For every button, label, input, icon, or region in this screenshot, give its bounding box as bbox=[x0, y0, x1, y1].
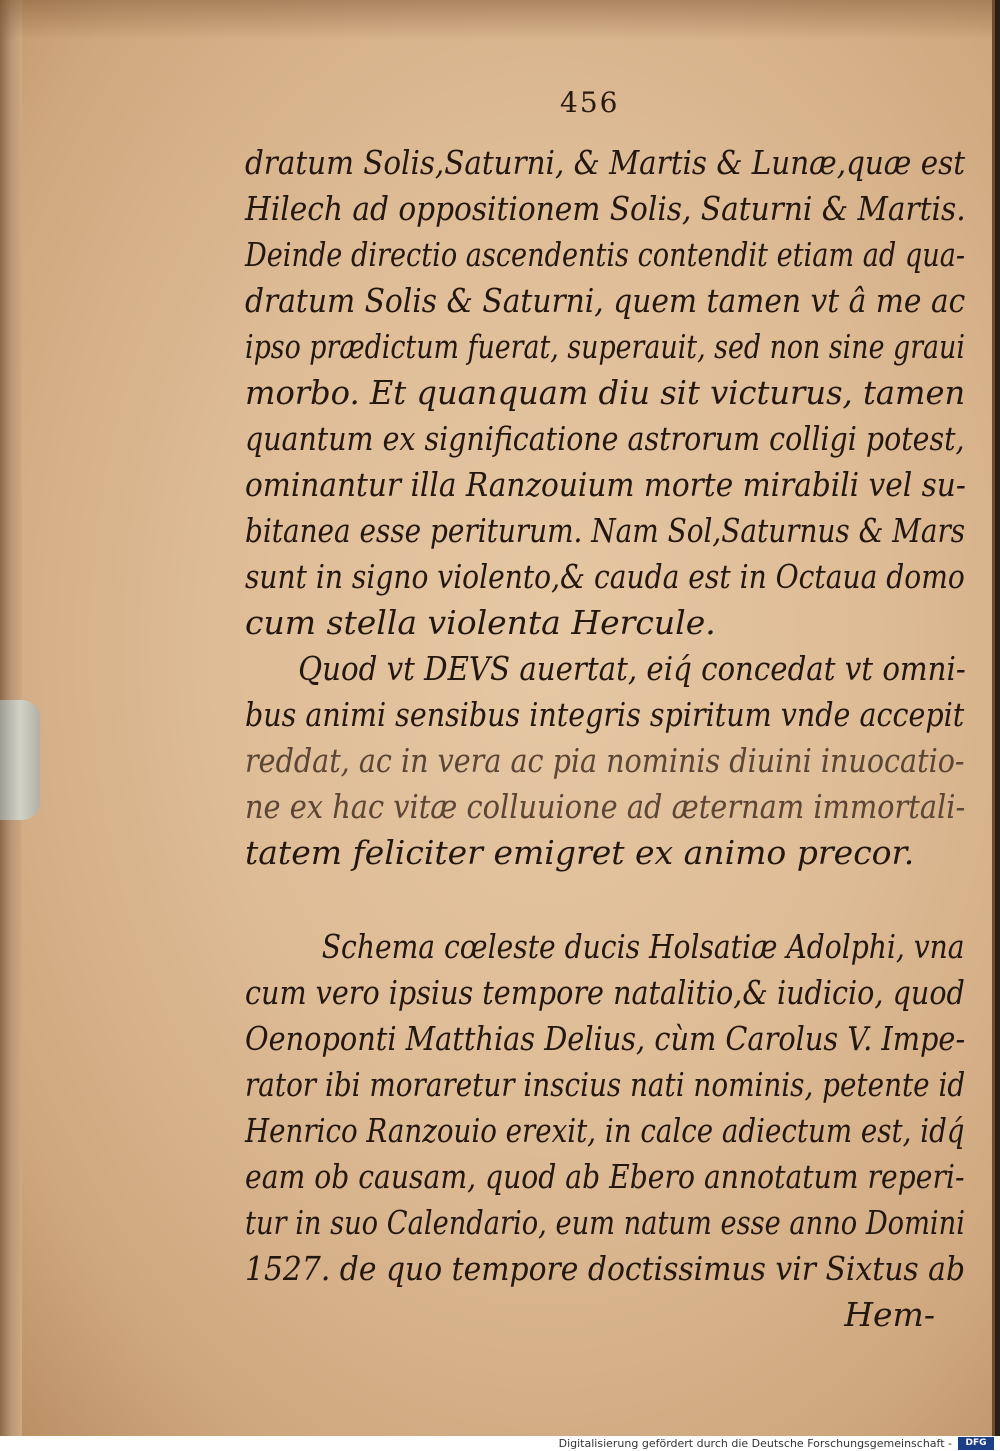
text-line: eam ob causam, quod ab Ebero annotatum reperi- bbox=[245, 1157, 965, 1196]
text-line: dratum Solis & Saturni, quem tamen vt â me ac bbox=[245, 281, 966, 320]
text-line: rator ibi moraretur inscius nati nominis, petente id bbox=[245, 1065, 966, 1104]
text-line: Henrico Ranzouio erexit, in calce adiectum est, idq́ bbox=[245, 1111, 965, 1150]
text-line: Hilech ad oppositionem Solis, Saturni & Martis. bbox=[245, 189, 966, 228]
funding-credit: Digitalisierung gefördert durch die Deutsche Forschungsgemeinschaft - bbox=[558, 1437, 952, 1450]
text-line: Quod vt DEVS auertat, eiq́ concedat vt omni- bbox=[298, 649, 966, 688]
dfg-logo: DFG bbox=[958, 1437, 994, 1450]
text-line: tatem feliciter emigret ex animo precor. bbox=[245, 833, 915, 872]
text-line: Deinde directio ascendentis contendit etiam ad qua- bbox=[245, 235, 966, 274]
text-line: bitanea esse periturum. Nam Sol,Saturnus & Mars bbox=[245, 511, 966, 550]
paragraph-gap bbox=[245, 876, 965, 924]
footer-bar bbox=[0, 1436, 1000, 1451]
text-line: morbo. Et quanquam diu sit victurus, tamen bbox=[245, 373, 966, 412]
text-line: ne ex hac vitæ colluuione ad æternam immortali- bbox=[245, 787, 966, 826]
text-line: dratum Solis,Saturni, & Martis & Lunæ,quæ est bbox=[245, 143, 965, 182]
text-line: ipso prædictum fuerat, superauit, sed non sine graui bbox=[245, 327, 965, 366]
book-clip bbox=[0, 700, 40, 820]
text-line: cum vero ipsius tempore natalitio,& iudicio, quod bbox=[245, 973, 965, 1012]
text-line: Schema cœleste ducis Holsatiæ Adolphi, vna bbox=[321, 927, 965, 966]
page-number: 456 bbox=[560, 86, 620, 119]
text-line: Oenoponti Matthias Delius, cùm Carolus V. Impe- bbox=[245, 1019, 966, 1058]
page-text bbox=[245, 140, 965, 1338]
text-line: sunt in signo violento,& cauda est in Octaua domo bbox=[245, 557, 965, 596]
text-line: reddat, ac in vera ac pia nominis diuini inuocatio- bbox=[245, 741, 965, 780]
text-line: bus animi sensibus integris spiritum vnde accepit bbox=[245, 695, 965, 734]
text-line: 1527. de quo tempore doctissimus vir Sixtus ab bbox=[245, 1249, 966, 1288]
catchword: Hem- bbox=[844, 1295, 935, 1334]
text-line: quantum ex significatione astrorum colligi potest, bbox=[245, 419, 965, 458]
text-line: tur in suo Calendario, eum natum esse anno Domini bbox=[245, 1203, 965, 1242]
text-line: cum stella violenta Hercule. bbox=[245, 603, 716, 642]
text-line: ominantur illa Ranzouium morte mirabili vel su- bbox=[245, 465, 966, 504]
page-shadow bbox=[0, 0, 992, 40]
